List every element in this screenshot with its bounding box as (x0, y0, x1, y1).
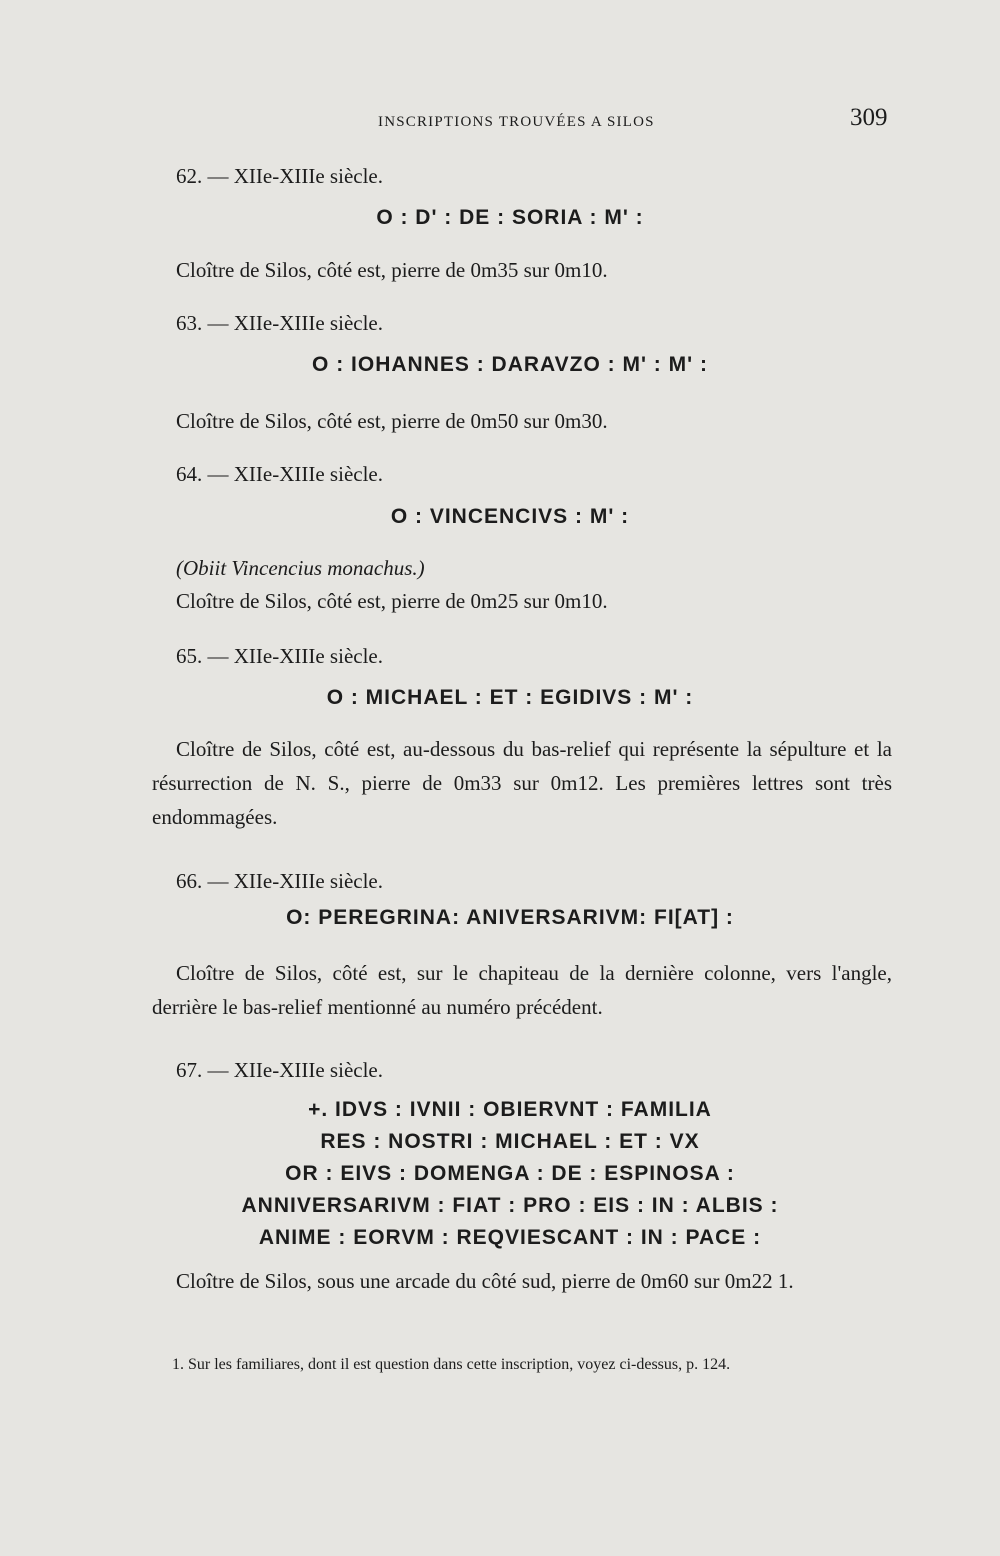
footnote: 1. Sur les familiares, dont il est question dans cette inscription, voyez ci-dessus, p. 124. (172, 1356, 731, 1373)
inscription-64: O : VINCENCIVS : M' : (390, 505, 630, 528)
inscription-line: +. IDVS : IVNII : OBIERVNT : FAMILIA (308, 1098, 712, 1121)
description-67: Cloître de Silos, sous une arcade du côté sud, pierre de 0m60 sur 0m22 1. (176, 1269, 794, 1293)
running-header: INSCRIPTIONS TROUVÉES A SILOS (378, 114, 655, 130)
description-65: Cloître de Silos, côté est, au-dessous du bas-relief qui représente la sépulture et la résurrection de N. S., pierre de 0m33 sur 0m12. Les premières lettres sont très endommagées. (152, 737, 892, 829)
description-63: Cloître de Silos, côté est, pierre de 0m50 sur 0m30. (176, 409, 608, 433)
inscription-67 (160, 1094, 860, 1254)
entry-heading-66: 66. — XIIe-XIIIe siècle. (176, 869, 383, 893)
entry-heading-67: 67. — XIIe-XIIIe siècle. (176, 1058, 383, 1082)
description-66: Cloître de Silos, côté est, sur le chapiteau de la dernière colonne, vers l'angle, derrière le bas-relief mentionné au numéro précédent. (152, 961, 892, 1019)
entry-heading-64: 64. — XIIe-XIIIe siècle. (176, 462, 383, 486)
entry-heading-65: 65. — XIIe-XIIIe siècle. (176, 644, 383, 668)
entry-heading-62: 62. — XIIe-XIIIe siècle. (176, 164, 383, 188)
inscription-line: OR : EIVS : DOMENGA : DE : ESPINOSA : (285, 1162, 735, 1185)
inscription-line: RES : NOSTRI : MICHAEL : ET : VX (320, 1130, 700, 1153)
inscription-line: ANIME : EORVM : REQVIESCANT : IN : PACE : (258, 1226, 762, 1249)
translation-64: (Obiit Vincencius monachus.) (176, 556, 425, 580)
inscription-line: ANNIVERSARIVM : FIAT : PRO : EIS : IN : ALBIS : (241, 1194, 779, 1217)
inscription-63: O : IOHANNES : DARAVZO : M' : M' : (312, 353, 708, 376)
entry-heading-63: 63. — XIIe-XIIIe siècle. (176, 311, 383, 335)
description-64: Cloître de Silos, côté est, pierre de 0m25 sur 0m10. (176, 589, 608, 613)
page-number: 309 (850, 104, 888, 131)
inscription-65: O : MICHAEL : ET : EGIDIVS : M' : (326, 686, 694, 709)
description-62: Cloître de Silos, côté est, pierre de 0m35 sur 0m10. (176, 258, 608, 282)
inscription-66: O: PEREGRINA: ANIVERSARIVM: FI[AT] : (286, 906, 734, 929)
inscription-62: O : D' : DE : SORIA : M' : (376, 206, 644, 229)
